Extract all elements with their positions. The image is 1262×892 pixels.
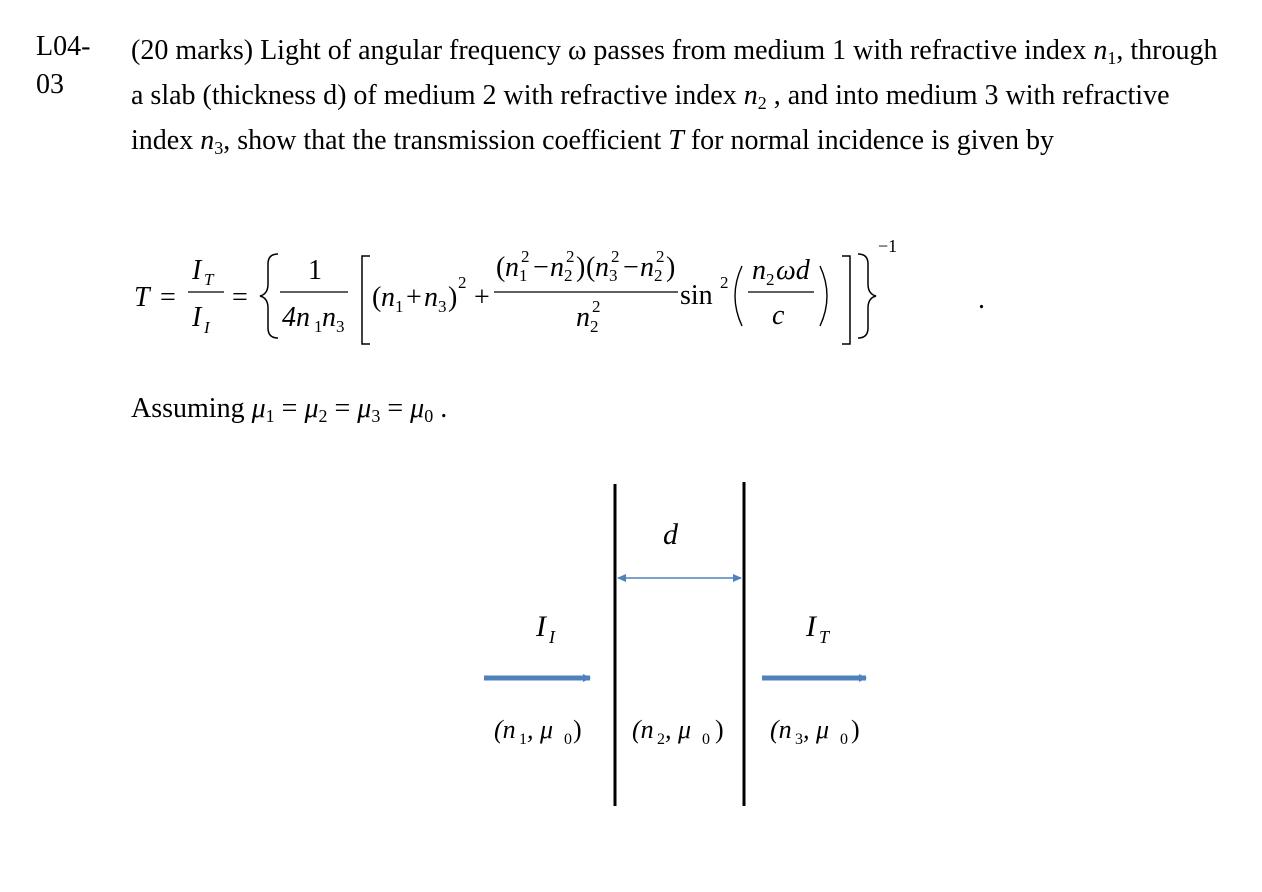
n3-subscript: 3 (214, 138, 224, 158)
eq-arg-omega-d: ωd (776, 255, 810, 286)
eq-right-bracket (842, 256, 850, 344)
eq-num-n3-sub: 3 (609, 266, 618, 285)
question-number-line2: 03 (36, 69, 64, 100)
medium2-mu: , μ (665, 715, 692, 744)
medium1-mu-sub: 0 (564, 731, 572, 748)
medium1-sub: 1 (519, 731, 527, 748)
eq-square: 2 (458, 273, 467, 292)
T-symbol: T (668, 125, 684, 156)
eq-n3b-sub: 3 (438, 297, 447, 316)
medium3-mu-sub: 0 (840, 731, 848, 748)
eq-one: 1 (308, 255, 322, 286)
question-part2: , through a slab (thickness d) of medium 2 with refractive index (131, 35, 1218, 111)
incident-subscript: I (549, 627, 555, 647)
eq-num-n2b-sq: 2 (656, 247, 665, 266)
question-intro: (20 marks) Light of angular frequency ω passes from medium 1 with refractive index (131, 35, 1094, 66)
eq-period: . (978, 284, 985, 315)
eq-4n-sub1: 1 (314, 317, 323, 336)
eq-arg-n2: n (752, 255, 766, 286)
question-part3: , and into medium 3 with refractive index (131, 80, 1170, 156)
medium3-sub: 3 (795, 731, 803, 748)
transmission-equation (130, 224, 1010, 354)
eq-num-n2-sub: 2 (564, 266, 573, 285)
eq-paren-close: ) (448, 282, 458, 313)
eq-num-n1-sq: 2 (521, 247, 530, 266)
medium3-close: ) (851, 715, 860, 744)
question-number (36, 28, 126, 104)
medium3-mu: , μ (803, 715, 830, 744)
mu2-subscript: 2 (318, 406, 328, 426)
assumption-text: Assuming (131, 393, 252, 424)
eq-num-n2-sq: 2 (566, 247, 575, 266)
eq-II: I (192, 302, 202, 333)
n1-subscript: 1 (1107, 48, 1117, 68)
eq-den-n2: n (576, 302, 590, 333)
eq-plus-inner: + (406, 282, 422, 313)
assumption-eq1: = (274, 393, 305, 424)
eq-sin-paren-open (735, 266, 742, 326)
mu3-subscript: 3 (371, 406, 381, 426)
eq-II-sub: I (204, 318, 210, 337)
eq-T: T (134, 282, 150, 313)
eq-sin-sq: 2 (720, 273, 729, 292)
eq-right-brace (858, 254, 876, 338)
eq-num-paren2: ( (586, 252, 596, 283)
eq-n3-sub: 3 (336, 317, 345, 336)
incident-label: I (536, 610, 546, 643)
eq-IT: I (192, 255, 202, 286)
eq-paren-open: ( (372, 282, 382, 313)
eq-num-close2: ) (666, 252, 676, 283)
medium1-n: (n (494, 715, 516, 744)
assumption-eq2: = (327, 393, 358, 424)
eq-exponent: −1 (878, 236, 898, 256)
assumption-end: . (433, 393, 448, 424)
n1-symbol: n (1093, 35, 1108, 66)
medium2-sub: 2 (657, 731, 665, 748)
n3-symbol: n (200, 125, 215, 156)
transmitted-label: I (806, 610, 816, 643)
slab-diagram (460, 476, 900, 816)
eq-arg-c: c (772, 300, 785, 331)
eq-num-n2: n (550, 252, 564, 283)
medium2-n: (n (632, 715, 654, 744)
eq-left-brace (260, 254, 278, 338)
question-part4: , show that the transmission coefficient (223, 125, 669, 156)
medium1-mu: , μ (527, 715, 554, 744)
eq-n1-sub: 1 (395, 297, 404, 316)
question-end: for normal incidence is given by (683, 125, 1054, 156)
n2-subscript: 2 (757, 93, 767, 113)
eq-den-n2-sq: 2 (592, 297, 601, 316)
eq-num-n3-sq: 2 (611, 247, 620, 266)
eq-n3: n (322, 302, 336, 333)
eq-left-bracket (362, 256, 370, 344)
medium3-label (770, 715, 860, 748)
eq-num-n1: n (505, 252, 519, 283)
medium2-label (632, 715, 724, 748)
eq-equals-2: = (232, 282, 248, 313)
eq-IT-sub: T (204, 270, 214, 289)
eq-4n: 4n (282, 302, 310, 333)
assumption-eq3: = (380, 393, 411, 424)
medium1-close: ) (573, 715, 582, 744)
mu2-symbol: μ (304, 393, 319, 424)
thickness-label: d (663, 518, 678, 551)
question-text (131, 28, 1236, 163)
eq-num-n1-sub: 1 (519, 266, 528, 285)
mu0-symbol: μ (410, 393, 425, 424)
eq-arg-n2-sub: 2 (766, 270, 775, 289)
eq-num-n3: n (595, 252, 609, 283)
eq-num-minus1: − (533, 252, 549, 283)
eq-sin: sin (680, 280, 713, 311)
eq-n3b: n (424, 282, 438, 313)
eq-num-paren1: ( (496, 252, 506, 283)
eq-den-n2-sub: 2 (590, 317, 599, 336)
eq-num-minus2: − (623, 252, 639, 283)
medium1-label (494, 715, 582, 748)
eq-num-close1: ) (576, 252, 586, 283)
eq-num-n2b-sub: 2 (654, 266, 663, 285)
eq-equals-1: = (160, 282, 176, 313)
eq-sin-paren-close (820, 266, 827, 326)
eq-plus-outer: + (474, 282, 490, 313)
medium2-close: ) (715, 715, 724, 744)
mu1-subscript: 1 (265, 406, 275, 426)
medium3-n: (n (770, 715, 792, 744)
medium2-mu-sub: 0 (702, 731, 710, 748)
mu3-symbol: μ (357, 393, 372, 424)
eq-num-n2b: n (640, 252, 654, 283)
transmitted-subscript: T (819, 627, 830, 647)
assumption-line (131, 390, 447, 428)
mu0-subscript: 0 (424, 406, 434, 426)
eq-n1: n (381, 282, 395, 313)
mu1-symbol: μ (251, 393, 266, 424)
n2-symbol: n (743, 80, 758, 111)
question-number-line1: L04- (36, 31, 91, 62)
